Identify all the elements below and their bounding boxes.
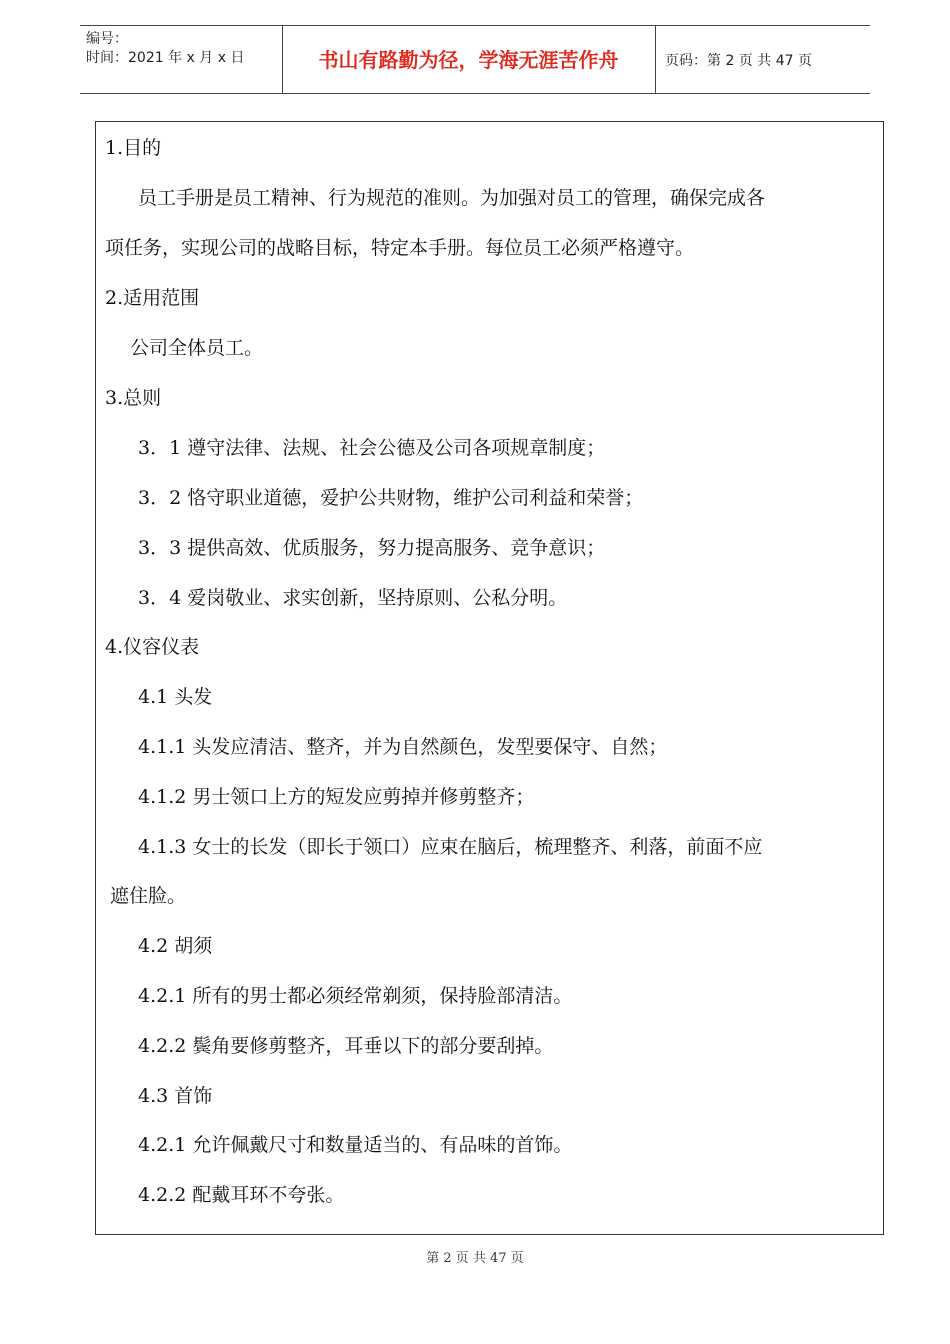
list-item: 4.2.1 所有的男士都必须经常剃须，保持脸部清洁。 xyxy=(138,985,573,1007)
section-heading-appearance: 4.仪容仪表 xyxy=(105,636,200,658)
header-motto: 书山有路勤为径，学海无涯苦作舟 xyxy=(318,48,619,72)
list-item: 3．3 提供高效、优质服务，努力提高服务、竞争意识； xyxy=(138,537,606,559)
paragraph-line: 项任务，实现公司的战略目标，特定本手册。每位员工必须严格遵守。 xyxy=(105,237,695,259)
header-time-label: 时间：2021 年 x 月 x 日 xyxy=(86,50,245,66)
subsection-heading: 4.1 头发 xyxy=(138,686,213,708)
section-heading-scope: 2.适用范围 xyxy=(105,287,200,309)
subsection-heading: 4.2 胡须 xyxy=(138,935,213,957)
list-item: 3．2 恪守职业道德，爱护公共财物，维护公司利益和荣誉； xyxy=(138,487,644,509)
list-item: 3．1 遵守法律、法规、社会公德及公司各项规章制度； xyxy=(138,437,606,459)
list-item: 4.1.1 头发应清洁、整齐，并为自然颜色，发型要保守、自然； xyxy=(138,736,668,758)
section-heading-general: 3.总则 xyxy=(105,387,162,409)
footer-page-number: 第 2 页 共 47 页 xyxy=(426,1251,524,1266)
section-heading-purpose: 1.目的 xyxy=(105,137,162,159)
list-item: 4.2.1 允许佩戴尺寸和数量适当的、有品味的首饰。 xyxy=(138,1134,573,1156)
list-item: 3．4 爱岗敬业、求实创新，坚持原则、公私分明。 xyxy=(138,587,568,609)
paragraph-line: 遮住脸。 xyxy=(110,885,187,907)
list-item: 4.1.2 男士领口上方的短发应剪掉并修剪整齐； xyxy=(138,786,535,808)
content-box xyxy=(95,121,884,1235)
header-code-label: 编号： xyxy=(86,31,128,47)
list-item: 4.1.3 女士的长发（即长于领口）应束在脑后，梳理整齐、利落，前面不应 xyxy=(138,836,763,858)
subsection-heading: 4.3 首饰 xyxy=(138,1085,213,1107)
header-bottom-rule xyxy=(80,93,870,94)
paragraph-line: 员工手册是员工精神、行为规范的准则。为加强对员工的管理，确保完成各 xyxy=(138,187,766,209)
header-divider-right xyxy=(655,25,656,93)
paragraph-line: 公司全体员工。 xyxy=(130,337,264,359)
list-item: 4.2.2 配戴耳环不夸张。 xyxy=(138,1184,345,1206)
header-page-label: 页码：第 2 页 共 47 页 xyxy=(665,53,812,69)
list-item: 4.2.2 鬓角要修剪整齐，耳垂以下的部分要刮掉。 xyxy=(138,1035,554,1057)
header-top-rule xyxy=(80,25,870,26)
